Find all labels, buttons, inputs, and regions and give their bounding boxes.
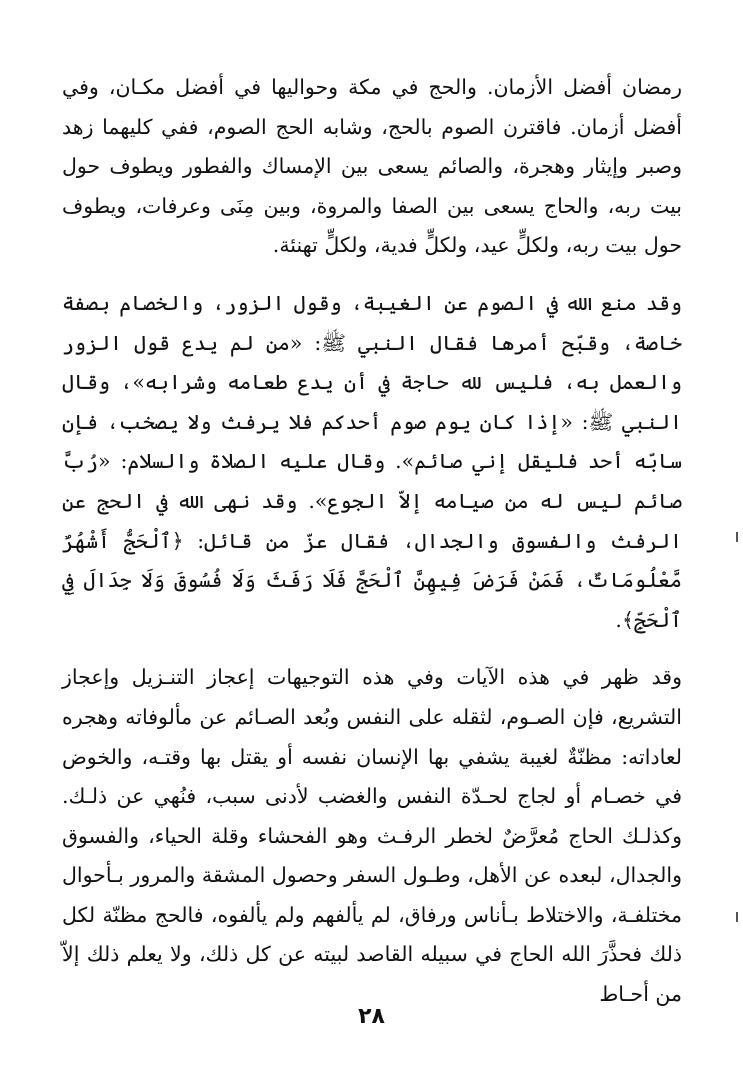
margin-tick-mark [736,912,738,922]
paragraph-2: وقد منع الله في الصوم عن الغيبة، وقول الزور، والخصام بصفة خاصة، وقبّح أمرها فقال النبي ﷺ: «من لم يدع قول الزور والعمل به، فليس لله حاجة في أن يدع طعامه وشرابه»، وقال النبي ﷺ: «إذا كان يوم صوم أحدكم فلا يرفث ولا يصخب، فإن سابّه أحد فليقل إني صائم». وقال عليه الصلاة والسلام: «رُبَّ صائم ليس له من صيامه إلاّ الجوع». وقد نهى الله في الحج عن الرفث والفسوق والجدال، فقال عزّ من قائل: ﴿ٱلْحَجُّ أَشْهُرٌ مَّعْلُومَاتٌ، فَمَنْ فَرَضَ فِيهِنَّ ٱلْحَجَّ فَلَا رَفَثَ وَلَا فُسُوقَ وَلَا جِدَالَ فِي ٱلْحَجِّ﴾. [62,290,682,632]
page-body [62,68,682,1015]
page-number: ٢٨ [358,1004,385,1029]
paragraph-3: وقد ظهر في هذه الآيات وفي هذه التوجيهات إعجاز التنـزيل وإعجاز التشريع، فإن الصـوم، لثقله على النفس وبُعد الصـائم عن مألوفاته وهجره لعاداته: مظنّةٌ لغيبة يشفي بها الإنسان نفسه أو يقتل بها وقتـه، والخوض في خصـام أو لجاج لحـدّة النفس والغضب لأدنى سبب، فنُهي عن ذلـك. وكذلـك الحاج مُعرَّضٌ لخطر الرفـث وهو الفحشاء وقلة الحياء، والفسوق والجدال، لبعده عن الأهل، وطـول السفر وحصول المشقة والمرور بـأحوال مختلفـة، والاختلاط بـأناس ورفاق، لم يألفهم ولم يألفوه، فالحج مظنّة لكل ذلك فحذَّرَ الله الحاج في سبيله القاصد لبيته عن كل ذلك، ولا يعلم ذلك إلاّ من أحـاط [62,665,682,1007]
paragraph-1: رمضان أفضل الأزمان. والحج في مكة وحواليها في أفضل مكـان، وفي أفضل أزمان. فاقترن الصوم بالحج، وشابه الحج الصوم، ففي كليهما زهد وصبر وإيثار وهجرة، والصائم يسعى بين الإمساك والفطور ويطوف حول بيت ربه، والحاج يسعى بين الصفا والمروة، وبين مِنَى وعرفات، ويطوف حول بيت ربه، ولكلٍّ عيد، ولكلٍّ فدية، ولكلٍّ تهنئة. [62,75,682,258]
margin-tick-mark [736,532,738,542]
